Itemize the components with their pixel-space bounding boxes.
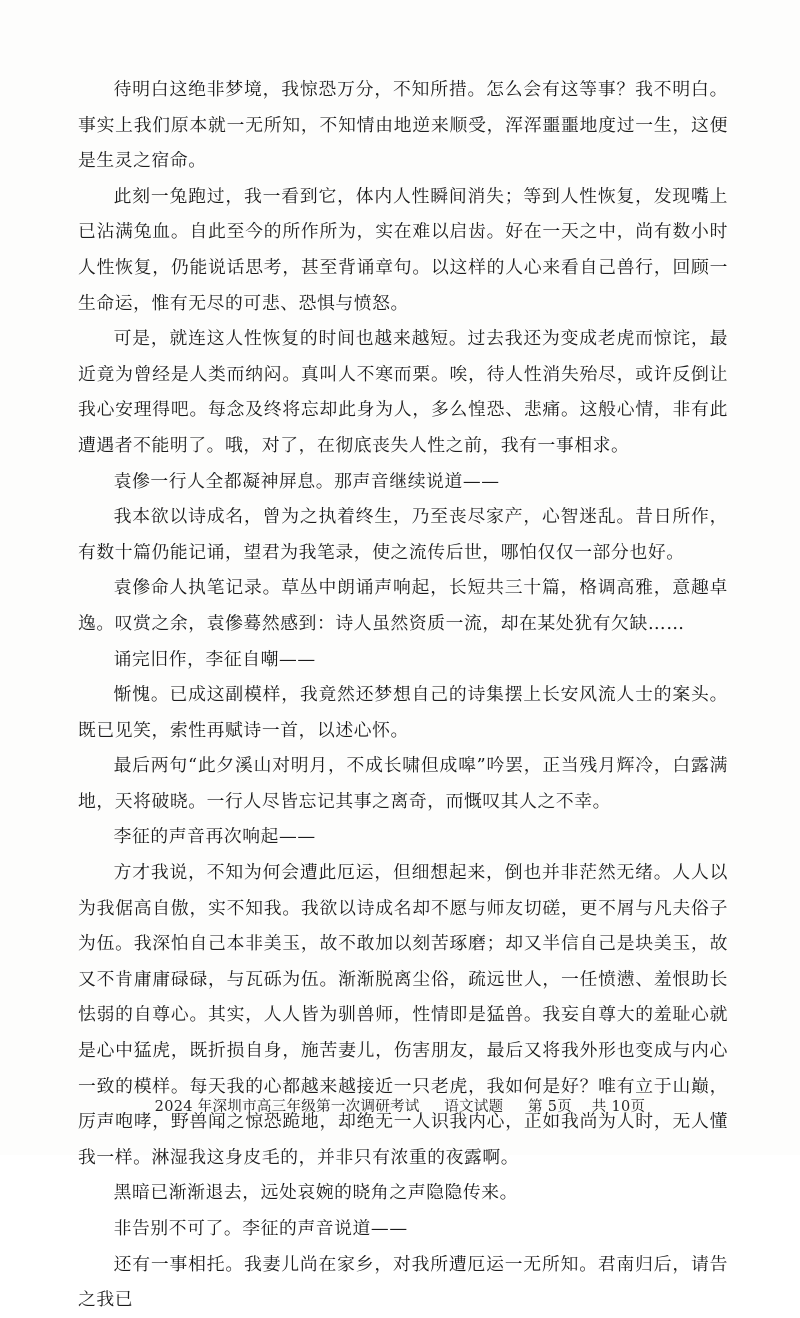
paragraph-14: 还有一事相托。我妻儿尚在家乡，对我所遭厄运一无所知。君南归后，请告之我已 [78,1253,728,1311]
paragraph-8: 惭愧。已成这副模样，我竟然还梦想自己的诗集摆上长安风流人士的案头。既已见笑，索性再赋诗一首，以述心怀。 [78,684,728,741]
paragraph-13: 非告别不可了。李征的声音说道—— [113,1218,408,1239]
footer-page-number: 第 5页 [528,1099,573,1115]
page-footer [0,1095,800,1116]
paragraph-1: 待明白这绝非梦境，我惊恐万分，不知所措。怎么会有这等事？我不明白。事实上我们原本就一无所知，不知情由地逆来顺受，浑浑噩噩地度过一生，这便是生灵之宿命。 [78,79,728,172]
paragraph-5: 我本欲以诗成名，曾为之执着终生，乃至丧尽家产，心智迷乱。昔日所作，有数十篇仍能记诵，望君为我笔录，使之流传后世，哪怕仅仅一部分也好。 [78,506,728,563]
paragraph-12: 黑暗已渐渐退去，远处哀婉的晓角之声隐隐传来。 [113,1182,518,1204]
paragraph-11: 方才我说，不知为何会遭此厄运，但细想起来，倒也并非茫然无绪。人人以为我倨高自傲，实不知我。我欲以诗成名却不愿与师友切磋，更不屑与凡夫俗子为伍。我深怕自己本非美玉，故不敢加以刻苦琢磨；却又半信自己是块美玉，故又不肯庸庸碌碌，与瓦砾为伍。渐渐脱离尘俗，疏远世人，一任愤懑、羞恨助长怯弱的自尊心。其实，人人皆为驯兽师，性情即是猛兽。我妄自尊大的羞耻心就是心中猛虎，既折损自身，施苦妻儿，伤害朋友，最后又将我外形也变成与内心一致的模样。每天我的心都越来越接近一只老虎，我如何是好？唯有立于山巅，厉声咆哮，野兽闻之惊恐跪地，却绝无一人识我内心，正如我尚为人时，无人懂我一样。淋湿我这身皮毛的，并非只有浓重的夜露啊。 [78,862,728,1168]
paragraph-9: 最后两句“此夕溪山对明月，不成长啸但成嗥”吟罢，正当残月辉冷，白露满地，天将破晓。一行人尽皆忘记其事之离奇，而慨叹其人之不幸。 [78,755,728,812]
footer-exam-title: 2024 年深圳市高三年级第一次调研考试 [154,1099,420,1115]
document-body [78,72,728,1318]
paragraph-6: 袁傪命人执笔记录。草丛中朗诵声响起，长短共三十篇，格调高雅，意趣卓逸。叹赏之余，袁傪蓦然感到：诗人虽然资质一流，却在某处犹有欠缺…… [78,577,728,634]
footer-subject: 语文试题 [444,1099,504,1115]
paragraph-7: 诵完旧作，李征自嘲—— [113,648,316,670]
paragraph-10: 李征的声音再次响起—— [113,826,316,848]
paragraph-2: 此刻一兔跑过，我一看到它，体内人性瞬间消失；等到人性恢复，发现嘴上已沾满兔血。自此至今的所作所为，实在难以启齿。好在一天之中，尚有数小时人性恢复，仍能说话思考，甚至背诵章句。以这样的人心来看自己兽行，回顾一生命运，惟有无尽的可悲、恐惧与愤怒。 [78,185,728,314]
footer-total-pages: 共 10页 [591,1099,646,1115]
paragraph-3: 可是，就连这人性恢复的时间也越来越短。过去我还为变成老虎而惊诧，最近竟为曾经是人类而纳闷。真叫人不寒而栗。唉，待人性消失殆尽，或许反倒让我心安理得吧。每念及终将忘却此身为人，多么惶恐、悲痛。这般心情，非有此遭遇者不能明了。哦，对了，在彻底丧失人性之前，我有一事相求。 [78,328,728,456]
paragraph-4: 袁傪一行人全都凝神屏息。那声音继续说道—— [113,470,500,492]
